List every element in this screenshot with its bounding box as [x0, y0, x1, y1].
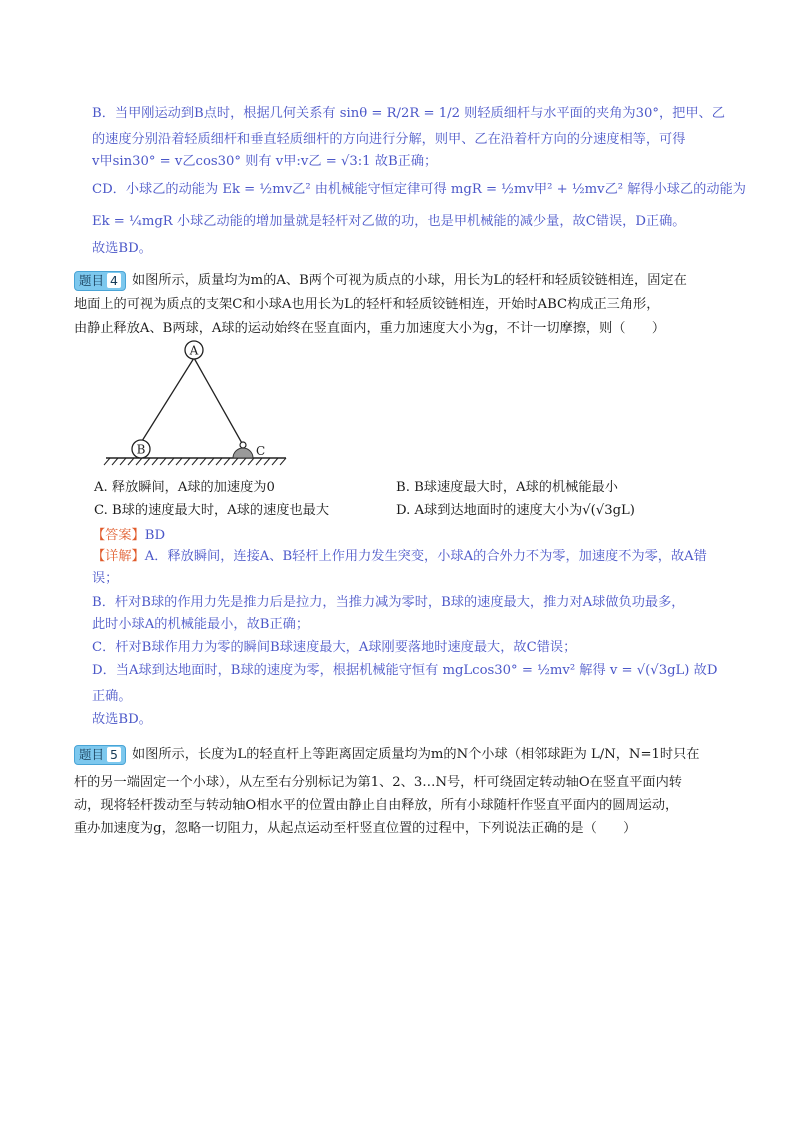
label-c: C — [256, 444, 266, 458]
question-tag-5 — [74, 745, 126, 765]
solution-line-2: 的速度分别沿着轻质细杆和垂直轻质细杆的方向进行分解，则甲、乙在沿着杆方向的分速度相等，可得 — [92, 132, 686, 147]
q4-option-b: B. B球速度最大时，A球的机械能最小 — [396, 480, 618, 495]
q4-stem-line-3: 由静止释放A、B两球，A球的运动始终在竖直面内，重力加速度大小为g，不计一切摩擦，则（ ） — [74, 321, 666, 336]
q4-stem-line-1: 如图所示，质量均为m的A、B两个可视为质点的小球，用长为L的轻杆和轻质铰链相连，固定在 — [132, 273, 687, 288]
q4-stem-line-2: 地面上的可视为质点的支架C和小球A也用长为L的轻杆和轻质铰链相连，开始时ABC构成正三角形， — [74, 297, 660, 312]
q4-figure — [100, 338, 290, 470]
q4-option-d: D. A球到达地面时的速度大小为√(√3gL) — [396, 503, 635, 518]
q4-answer — [92, 527, 165, 545]
q4-detail-line-5: C．杆对B球作用力为零的瞬间B球速度最大，A球刚要落地时速度最大，故C错误； — [92, 640, 577, 655]
detail-label: 【详解】 — [92, 549, 145, 564]
q4-option-a: A. 释放瞬间，A球的加速度为0 — [94, 480, 275, 495]
q4-detail-line-3: B．杆对B球的作用力先是推力后是拉力，当推力减为零时，B球的速度最大，推力对A球做负功最多， — [92, 595, 685, 610]
solution-line-5: Ek = ¼mgR 小球乙动能的增加量就是轻杆对乙做的功，也是甲机械能的减少量，故C错误，D正确。 — [92, 214, 686, 229]
rod-ac — [194, 358, 243, 445]
answer-label: 【答案】 — [92, 528, 145, 543]
rod-ab — [142, 358, 194, 441]
q4-detail-line-1 — [92, 548, 707, 566]
hinge-c — [240, 442, 246, 448]
q5-stem-line-3: 动，现将轻杆拨动至与转动轴O相水平的位置由静止自由释放，所有小球随杆作竖直平面内的圆周运动， — [74, 798, 679, 813]
label-b: B — [136, 442, 146, 457]
q5-stem-line-2: 杆的另一端固定一个小球），从左至右分别标记为第1、2、3…N号，杆可绕固定转动轴O在竖直平面内转 — [74, 775, 682, 790]
q4-detail-line-4: 此时小球A的机械能最小，故B正确； — [92, 617, 310, 632]
q4-detail-line-8: 故选BD。 — [92, 712, 152, 727]
question-tag-label: 题目 — [79, 747, 105, 762]
ground — [104, 458, 286, 465]
support-c — [233, 448, 253, 458]
q5-stem-line-1: 如图所示，长度为L的轻直杆上等距离固定质量均为m的N个小球（相邻球距为 L/N，N=1时只在 — [132, 747, 700, 762]
question-number: 5 — [107, 747, 121, 762]
solution-line-3: v甲sin30° = v乙cos30° 则有 v甲:v乙 = √3:1 故B正确； — [92, 154, 438, 169]
q4-detail-line-6: D．当A球到达地面时，B球的速度为零，根据机械能守恒有 mgLcos30° = ½mv² 解得 v = √(√3gL) 故D — [92, 663, 718, 678]
q4-detail-line-2: 误； — [92, 571, 119, 586]
q4-option-c: C. B球的速度最大时，A球的速度也最大 — [94, 503, 330, 518]
label-a: A — [189, 343, 199, 358]
answer-value: BD — [144, 528, 166, 543]
solution-line-6: 故选BD。 — [92, 241, 152, 256]
solution-line-1: B．当甲刚运动到B点时，根据几何关系有 sinθ = R/2R = 1/2 则轻质细杆与水平面的夹角为30°，把甲、乙 — [92, 106, 725, 121]
question-number: 4 — [107, 273, 121, 288]
solution-line-4: CD．小球乙的动能为 Ek = ½mv乙² 由机械能守恒定律可得 mgR = ½mv甲² + ½mv乙² 解得小球乙的动能为 — [92, 182, 746, 197]
q4-detail-line-7: 正确。 — [92, 689, 132, 704]
question-tag-4 — [74, 271, 126, 291]
detail-text-1: A．释放瞬间，连接A、B轻杆上作用力发生突变，小球A的合外力不为零，加速度不为零，故A错 — [144, 549, 707, 564]
q5-stem-line-4: 重办加速度为g，忽略一切阻力，从起点运动至杆竖直位置的过程中，下列说法正确的是（ ） — [74, 821, 637, 836]
question-tag-label: 题目 — [79, 273, 105, 288]
